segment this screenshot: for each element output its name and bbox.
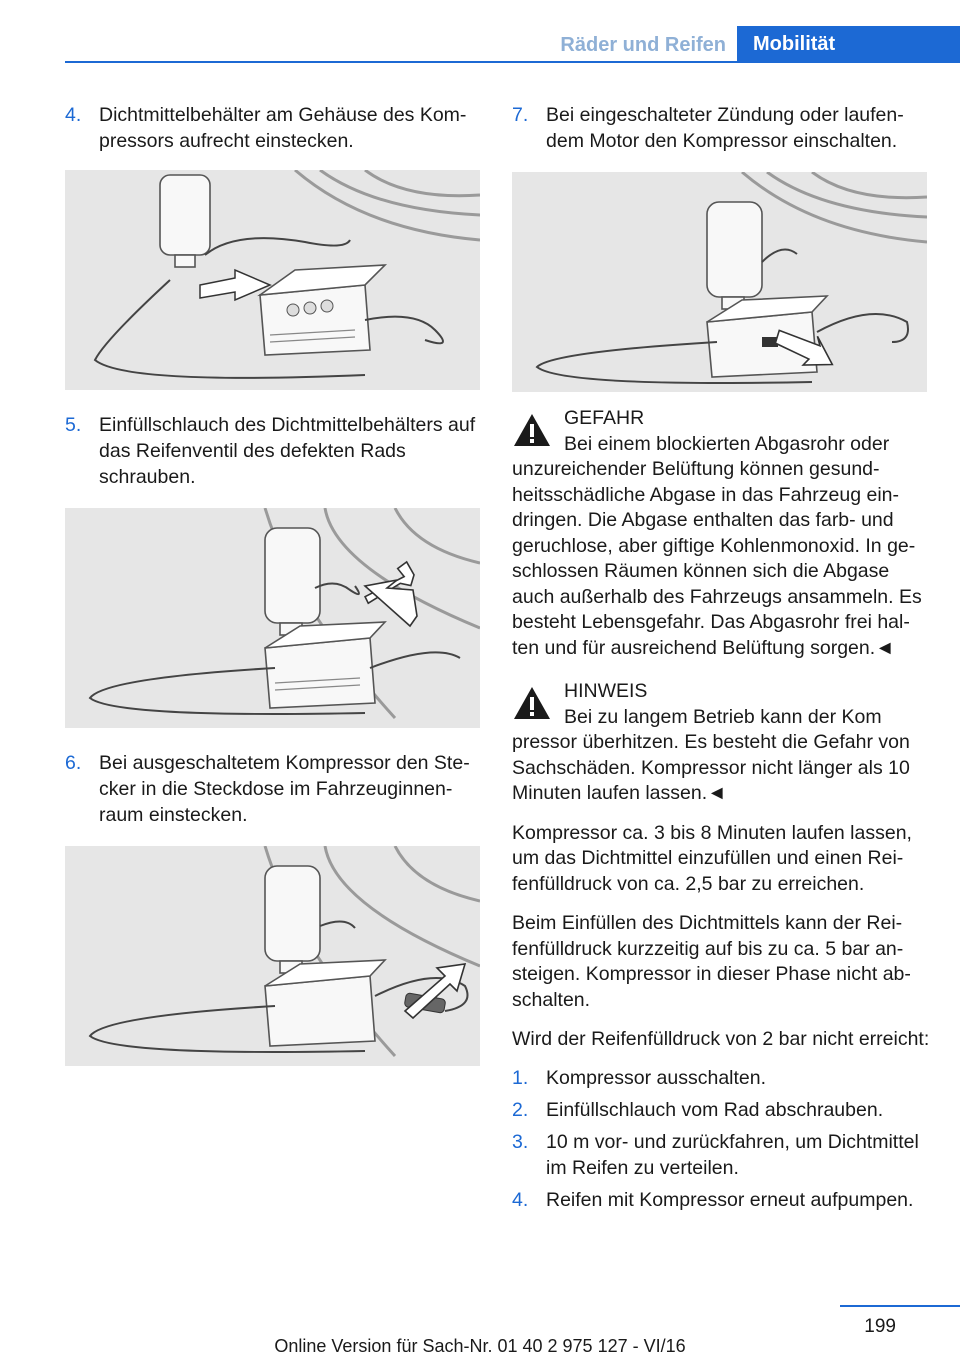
step-number: 1. bbox=[512, 1066, 529, 1089]
illustration-insert-bottle bbox=[65, 170, 480, 390]
illustration-plug-in bbox=[65, 846, 480, 1066]
danger-text: unzureichender Belüftung können gesundheitsschädliche Abgase in das Fahrzeug eindringen. Die Abgase enthalten das farb- und geruchlose, aber giftige Kohlenmonoxid. In geschlossen Räumen können sich die Abgase auch außerhalb des Fahrzeugs ansammeln. Es besteht Lebensgefahr. Das Abgasrohr frei halten und für ausreichend Belüftung sorgen.◄ bbox=[512, 458, 922, 659]
step-text: Einfüllschlauch vom Rad abschrauben. bbox=[546, 1098, 884, 1121]
illustration-compressor-plug bbox=[65, 846, 480, 1066]
illustration-screw-hose bbox=[65, 508, 480, 728]
warning-triangle-icon bbox=[512, 685, 552, 721]
sub-step-4 bbox=[512, 1187, 930, 1213]
step-text: Dichtmittelbehälter am Gehäuse des Kompressors aufrecht einstecken. bbox=[99, 104, 467, 152]
step-text: Bei eingeschalteter Zündung oder laufendem Motor den Kompressor einschalten. bbox=[546, 104, 904, 152]
paragraph-pressure-not-reached: Wird der Reifenfülldruck von 2 bar nicht erreicht: bbox=[512, 1028, 930, 1050]
step-number: 3. bbox=[512, 1130, 529, 1153]
step-text: Reifen mit Kompressor erneut aufpumpen. bbox=[546, 1188, 914, 1211]
step-number: 4. bbox=[65, 104, 82, 126]
page-number: 199 bbox=[864, 1316, 896, 1337]
sub-step-3 bbox=[512, 1129, 930, 1181]
step-number: 6. bbox=[65, 752, 82, 774]
step-text: Bei ausgeschaltetem Kompressor den Stecker in die Steckdose im Fahrzeuginnenraum einstecken. bbox=[99, 752, 470, 826]
illustration-compressor-bottle bbox=[65, 170, 480, 390]
step-text: Einfüllschlauch des Dichtmittelbehälters auf das Reifenventil des defekten Rads schrauben. bbox=[99, 414, 476, 488]
notice-first-line: Bei zu langem Betrieb kann der Kom bbox=[564, 705, 882, 728]
header-section-label: Räder und Reifen bbox=[560, 33, 726, 56]
step-number: 4. bbox=[512, 1188, 529, 1211]
illustration-switch-on bbox=[512, 172, 927, 392]
left-column bbox=[65, 102, 483, 1088]
header-section-tab[interactable] bbox=[520, 28, 726, 62]
page-number-rule bbox=[840, 1305, 960, 1307]
step-number: 2. bbox=[512, 1098, 529, 1121]
sub-step-list bbox=[512, 1065, 930, 1213]
header-chapter-tab[interactable] bbox=[737, 26, 960, 62]
illustration-compressor-valve bbox=[65, 508, 480, 728]
warning-triangle-icon bbox=[512, 412, 552, 448]
step-4 bbox=[65, 102, 483, 154]
notice-text: pressor überhitzen. Es besteht die Gefahr von Sachschäden. Kompressor nicht länger als 10 Minuten laufen lassen.◄ bbox=[512, 731, 910, 804]
danger-first-line: Bei einem blockierten Abgasrohr oder bbox=[564, 432, 890, 455]
paragraph-run-time: Kompressor ca. 3 bis 8 Minuten laufen lassen, um das Dichtmittel einzufüllen und einen Reifenfülldruck von ca. 2,5 bar zu erreichen. bbox=[512, 821, 912, 895]
header-chapter-label: Mobilität bbox=[753, 32, 836, 55]
sub-step-1 bbox=[512, 1065, 930, 1091]
step-6 bbox=[65, 750, 483, 828]
notice-title: HINWEIS bbox=[564, 680, 648, 702]
step-5 bbox=[65, 412, 483, 490]
danger-warning bbox=[512, 406, 930, 661]
step-7 bbox=[512, 102, 930, 154]
notice-warning bbox=[512, 679, 930, 807]
illustration-compressor-switch bbox=[512, 172, 927, 392]
danger-title: GEFAHR bbox=[564, 407, 645, 429]
header-rule bbox=[65, 61, 960, 63]
step-text: 10 m vor- und zurückfahren, um Dichtmittel im Reifen zu verteilen. bbox=[546, 1130, 919, 1179]
footer-version: Online Version für Sach-Nr. 01 40 2 975 127 - VI/16 bbox=[274, 1336, 686, 1356]
sub-step-2 bbox=[512, 1097, 930, 1123]
step-number: 7. bbox=[512, 104, 529, 126]
step-text: Kompressor ausschalten. bbox=[546, 1066, 767, 1089]
right-column bbox=[512, 102, 930, 1219]
step-number: 5. bbox=[65, 414, 82, 436]
paragraph-pressure-rise: Beim Einfüllen des Dichtmittels kann der Reifenfülldruck kurzzeitig auf bis zu ca. 5 bar ansteigen. Kompressor in dieser Phase nicht abschalten. bbox=[512, 912, 911, 1011]
